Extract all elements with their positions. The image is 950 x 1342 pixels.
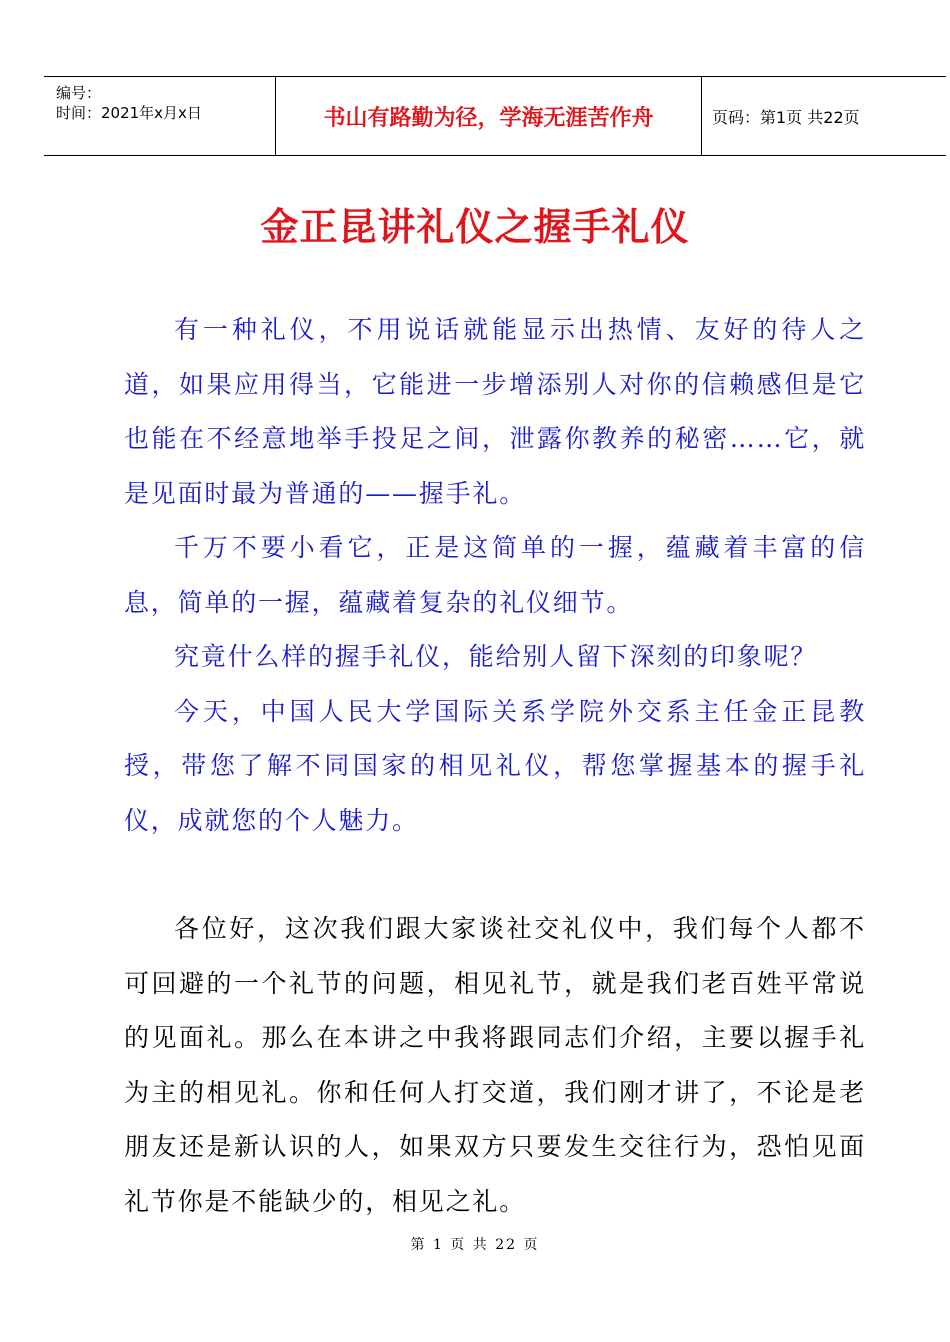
- intro-paragraph: 千万不要小看它，正是这简单的一握，蕴藏着丰富的信息，简单的一握，蕴藏着复杂的礼仪细节。: [124, 533, 866, 617]
- date-label: 时间：2021年x月x日: [56, 104, 202, 122]
- header-table: [44, 76, 946, 156]
- page-footer: 第 1 页 共 22 页: [410, 1237, 540, 1253]
- intro-paragraph: 究竟什么样的握手礼仪，能给别人留下深刻的印象呢？: [174, 642, 818, 671]
- motto-text: 书山有路勤为径，学海无涯苦作舟: [323, 104, 654, 131]
- document-title: 金正昆讲礼仪之握手礼仪: [260, 204, 690, 249]
- header-meta-cell: [44, 77, 276, 155]
- paragraph-spacer: [124, 848, 866, 902]
- intro-paragraph: 有一种礼仪，不用说话就能显示出热情、友好的待人之道，如果应用得当，它能进一步增添别人对你的信赖感但是它也能在不经意地举手投足之间，泄露你教养的秘密……它，就是见面时最为普通的——握手礼。: [124, 315, 866, 508]
- intro-paragraph: 今天，中国人民大学国际关系学院外交系主任金正昆教授，带您了解不同国家的相见礼仪，帮您掌握基本的握手礼仪，成就您的个人魅力。: [124, 696, 866, 835]
- page-info: 页码：第1页 共22页: [712, 107, 860, 127]
- number-label: 编号：: [56, 84, 102, 102]
- body-paragraph: 各位好，这次我们跟大家谈社交礼仪中，我们每个人都不可回避的一个礼节的问题，相见礼节，就是我们老百姓平常说的见面礼。那么在本讲之中我将跟同志们介绍，主要以握手礼为主的相见礼。你和任何人打交道，我们刚才讲了，不论是老朋友还是新认识的人，如果双方只要发生交往行为，恐怕见面礼节你是不能缺少的，相见之礼。: [124, 914, 866, 1216]
- header-motto-cell: [276, 77, 702, 155]
- header-page-cell: [702, 77, 946, 155]
- document-body: [124, 303, 866, 1229]
